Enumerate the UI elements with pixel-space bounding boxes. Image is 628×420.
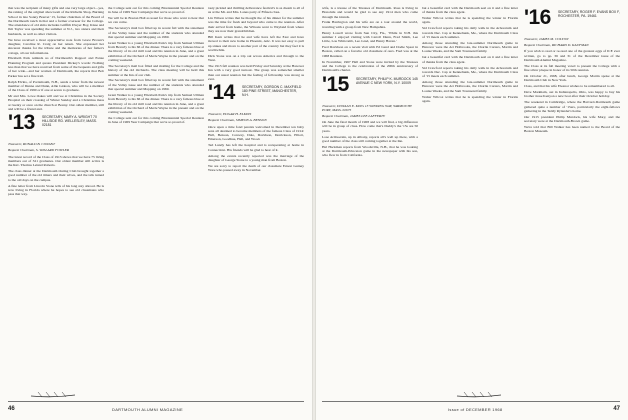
class-year: '16 xyxy=(524,6,551,29)
class-agent: Bequest Chairman, RICHARD D. KAUFMAN xyxy=(524,43,589,48)
paragraph: The latest record of the Class of 1913 shows that we have 75 living members out of 321 graduates. Our oldest member still active is the Rev. Thomas Leland Roberts. xyxy=(8,154,104,168)
paragraph: Class, and that his wife Eleanor wishes to be remembered to all. xyxy=(524,84,615,89)
page-footer: Issue of DECEMBER 1968 xyxy=(448,407,503,412)
class-treasurer: Treasurer, DONALD E. KING 13 WINDING WAY, YARMOUTH PORT, MASS. 02675 xyxy=(322,103,412,112)
paragraph: Among those attending the late-summer Dartmouth game in Hanover were the Art Holbrooks, the Charlie Carters, Martin and Louise Weeks, and the Sam Townsend family. xyxy=(422,80,518,93)
paragraph: In November, 1967 Hall and Stone were invited by the Trustees and the College to the celebration of the 200th anniversary of Dartmouth's charter. xyxy=(322,59,418,73)
rowing-boat-icon xyxy=(30,390,76,398)
paragraph: Among the events recently reported was the marriage of the daughter of George Stone to a young man from Boston. xyxy=(208,153,304,162)
paragraph: Sid Crawford reports taking his daily walk in the Arboretum and towards Dec. Cap at Kennebunk, Me., where the Dartmouth Class of '15 meets each summer. xyxy=(422,26,518,39)
paragraph: Lose Armwersin, up in Albany, reports all's well up there, with a good number of the class still coming together at the Inn. xyxy=(322,134,418,143)
left-column-3 xyxy=(208,6,304,390)
left-page xyxy=(0,0,312,420)
page-footer: DARTMOUTH ALUMNI MAGAZINE xyxy=(112,407,183,412)
class-treasurer: Treasurer, RONALD B. CONANT xyxy=(8,142,55,147)
paragraph: Dave Markham, out in Indianapolis, Ohio, was happy to buy his brother Jesse Kenyon a new boat after their October holiday. xyxy=(524,90,620,99)
class-agent: Bequest Chairman, S. WILLARD FOWLER xyxy=(8,148,69,153)
class-secretary: SECRETARY, MARY A. WRIGHT 70 HILLSIDE RD. WELLESLEY, MASS. 02181 xyxy=(42,115,97,128)
class-secretary: SECRETARY, ROGER F. EVANS BOX F, ROCHESTER, PA. 19461 xyxy=(558,10,620,18)
class-heading-14 xyxy=(208,83,304,109)
paragraph: Mr and Mrs. Lowe Oakes will and we at Christmas in the Society Hospital on their crossing of Winter Sunday and a Christmas mass at twenty or once on the church at Bonny. Our oldest member, still and will be a friend and. xyxy=(8,94,104,111)
class-year: '15 xyxy=(322,72,349,96)
paragraph: The weekend in Cambridge, where the Harvard-Dartmouth game gathered quite a number of '15ers, particularly the eight-fellows gathering in the Teddy Rylander's home. xyxy=(524,100,620,113)
class-year: '13 xyxy=(8,111,35,135)
paragraph: Elizabeth Park reminds us of Dartmouth's Rapport and Estate Planning Program and quotes President Dickey's words: Nothing less than that we have received from some of the bequests and gifts of her wide—and her women of Dartmouth, the reports that Bob Parker has set a fine trail. xyxy=(8,56,104,78)
paragraph: that was the recipient of many gifts and one very large object—yes, the raising of the original showroom of the Richelle Shop, Burning School in late Sonny Bouvet '13, former chairman of the Board of the Dartmouth ranch in that and a former overseer for the College. The attendance of old alma includes Griffith Dwyer Boy, Kisse and Jim Taylor was spending the summer at N.J., two sisters and their husbands, as well as other visitors. xyxy=(8,6,104,36)
page-number: 46 xyxy=(8,406,15,412)
paragraph: The Secretary's mail box filled up in recent fall with the statement of the Valley issue and the number of the students who attended that special summer and Mapping on 1969. xyxy=(108,26,204,39)
paragraph: Walter Wilcox writes that he is spending the winter in Florida again. xyxy=(422,16,518,25)
paragraph: wife, is a trustee of the Trustees of Dartmouth. Ross is living in Honolulu and would be glad to see any 1914 men who come through the islands. xyxy=(322,6,418,19)
paragraph: Fred Davidson on a recent visit with Ed Lund and Dodie Spear in Boston, called on a favorite old classmate of ours. Fred was at the 1968 Reunion. xyxy=(322,45,418,58)
paragraph: Sid Crawford reports taking his daily walk in the Arboretum and towards Dec. Cap at Kennebunk, Me., where the Dartmouth Class of '15 meets each summer. xyxy=(422,65,518,79)
paragraph: The Secretary's mail box filled and mailing for the College and the history of the old Orchards. The class meeting will be held this summer at the Inn of our club. xyxy=(108,63,204,77)
paragraph: A fine letter from Lincoln Stone tells of his long stay abroad. He is now living in Florida where he hopes to see old classmates who pass that way. xyxy=(8,183,104,197)
class-treasurer: Treasurer, JAMES M. COLTON xyxy=(524,37,569,41)
paragraph: Grant Walker is a young Elizabeth Park's trip from Samuel Ullman from Beverly to his 66 of the dinner. There is a very famous blue at the library of its old mill road and his reunion in June, and a great exhibition of the Orchard of Merle Wayne in the present and on the coming weekend. xyxy=(108,92,204,115)
paragraph: Walter Wilcox writes that he is spending the winter in Florida again. xyxy=(422,94,518,103)
paragraph: Dick Stone was on a trip out across America and through to the West. xyxy=(208,53,304,63)
paragraph: We are sorry to report the death of our classmate Ernest Gurney Ware who passed away in November. xyxy=(208,163,304,172)
paragraph: Lin Wilson writes that he thought the of his dinner for the summer was the time for fresh and beyond who came to the reunion. After their arrival from home, the Wilsons went to Wayland from where they are now their grandchildren. xyxy=(208,16,304,34)
right-column-3 xyxy=(524,6,620,390)
paragraph: If you wish to read or re-read one of the greatest eggs of ICE ever written, go to pp. 36 and 31 of the December issue of the Dartmouth Alumni Magazine. xyxy=(524,49,620,62)
paragraph: the College sent out for this coming Bicentennial Special Reunion in June of 1969 Year Campaign that we're so proud of. xyxy=(108,6,204,15)
right-column-1 xyxy=(322,6,418,390)
paragraph: The class dinner at the Dartmouth Outing Club brought together a good number of the old timers and their wives, and the talk turned to the old days on the campus. xyxy=(8,169,104,182)
footer-rule xyxy=(322,401,620,402)
class-secretary: SECRETARY, PHILIP K. MURDOCK 145 AVENUE C NEW YORK, N.Y. 10009 xyxy=(356,76,418,85)
class-year: '14 xyxy=(208,81,235,105)
paragraph: The Secretary's mail box filled up in recent fall with the statement of the Valley issue and the number of the students who attended that special summer and Mapping on 1969. xyxy=(108,78,204,92)
paragraph: The 1913 fall reunion was held Friday and Saturday at the Hanover Inn with a very good turnout. The group was somewhat smaller than our usual reunion but the feeling of fellowship was strong as ever. xyxy=(208,63,304,81)
paragraph: Our 1915 president Philip Murdock, his wife Mary, and the secretary were at the Dartmouth-Brown game. xyxy=(524,114,620,124)
class-agent: Bequest Chairman, JAMES LEE LAFFERTY xyxy=(322,113,385,118)
paragraph: the College sent out for this coming Bicentennial Special Reunion in June of 1969 Year Campaign that we're so proud of. xyxy=(108,115,204,125)
paragraph: Henry Lowell wrote from Sun City, Fla., 'While in N.H. this summer I enjoyed visiting with Carroll Dunn, Fred Smith, Lee Little, Lou Whitcomb, Leo Grad, and Henry Haven.' xyxy=(322,30,418,44)
footer-rule xyxy=(8,401,304,402)
rowing-boat-icon xyxy=(456,390,502,398)
paragraph: On October 21, 1968, after lunch, George Martin spoke at the Dartmouth Club in New York. xyxy=(524,74,620,83)
paragraph: We have received a most appreciative note from Grace Brown's daughter, Caroline R. Craig on her return. She expressed her sincerest thanks for the tribute and the memories of her father's cottage, all our informations. xyxy=(8,37,104,55)
class-secretary: SECRETARY, GORDON C. MAXFIELD 180 PINE STREET, MANCHESTER, N.H. xyxy=(242,85,302,98)
paragraph: Once upon a time fond parents welcomed in December ten baby sons all destined to become members of the famous Class of 1914: Hall, Benson, Conway, Dale, Davidson, Derrickson, Elliott, Emerson, Goodhue, Hall, and Wood. xyxy=(208,124,304,142)
paragraph: but a beautiful card with the Dartmouth seal on it and a fine letter of thanks from the class agent. xyxy=(422,6,518,15)
class-heading-16 xyxy=(524,8,620,34)
paragraph: Ralph Elvins, of Portsmouth, N.H., sends a letter from the newest member of Dunne and Dunn, Allie Gideon, who will be a member of the Class of 1990 or if one at seven to graduate. xyxy=(8,79,104,93)
paragraph: Grant Walker is a young Elizabeth Park's trip from Samuel Ullman from Beverly to his 66 of the dinner. There is a very famous blue at the library of its old mill road and his reunion in June, and a great exhibition of the Orchard of Merle Wayne in the present and on the coming weekend. xyxy=(108,40,204,63)
class-heading-13 xyxy=(8,113,104,139)
paragraph: tasty pickled and thrilling deliverance festival's is as dream to all of us at the Mr. and Mrs. Lanes party of Fifteen class. xyxy=(208,6,304,15)
class-treasurer: Treasurer, EDGAR H. ELKINS xyxy=(208,112,252,117)
page-number: 47 xyxy=(613,406,620,412)
paragraph: The Class at its fall meeting voted to present the College with a fine silver plaque in honor of its 50th reunion. xyxy=(524,63,620,73)
class-agent: Bequest Chairman, SIMEON A. BENSON xyxy=(208,118,267,123)
paragraph: Ted Lundy has left the hospital and is recuperating at home in Connecticut. His friends will be glad to hear of it. xyxy=(208,143,304,152)
left-column-1 xyxy=(8,6,104,390)
paragraph: We will be in Boston Hall as usual for those who want to hear that we can come. xyxy=(108,16,204,25)
paragraph: Among those attending the late-summer Dartmouth game in Hanover were the Art Holbrooks, the Charlie Carters, Martin and Louise Weeks, and the Sam Townsend family. xyxy=(422,40,518,54)
paragraph: Hal Hackman reports from Woodsville, N.H., that he was looking at the Dartmouth-Princeton game in the newspaper with his son, who flew in from California. xyxy=(322,144,418,158)
right-column-2 xyxy=(422,6,518,390)
paragraph: On June the final month of 1968 and we will find, a big difference will be in group of class. How come that's Daddy's the '15s are 50 years. xyxy=(322,120,418,133)
class-heading-15 xyxy=(322,72,418,101)
paragraph: Bill Kern writes that he and wife have left the East and have moved to their new home in Phoenix, Ariz. It was not easy to pull up stakes and move to another part of the country but they feel it is worthwhile. xyxy=(208,34,304,52)
paragraph: Frank Harrington and his wife are on a tour around the world, traveling with a group from New Hampshire. xyxy=(322,20,418,29)
right-page xyxy=(316,0,628,420)
paragraph: We're told that Bill Walker has been named to the Board of the Boston Museum. xyxy=(524,125,620,134)
left-column-2 xyxy=(108,6,204,390)
paragraph: but a beautiful card with the Dartmouth seal on it and a fine letter of thanks from the class agent. xyxy=(422,55,518,64)
